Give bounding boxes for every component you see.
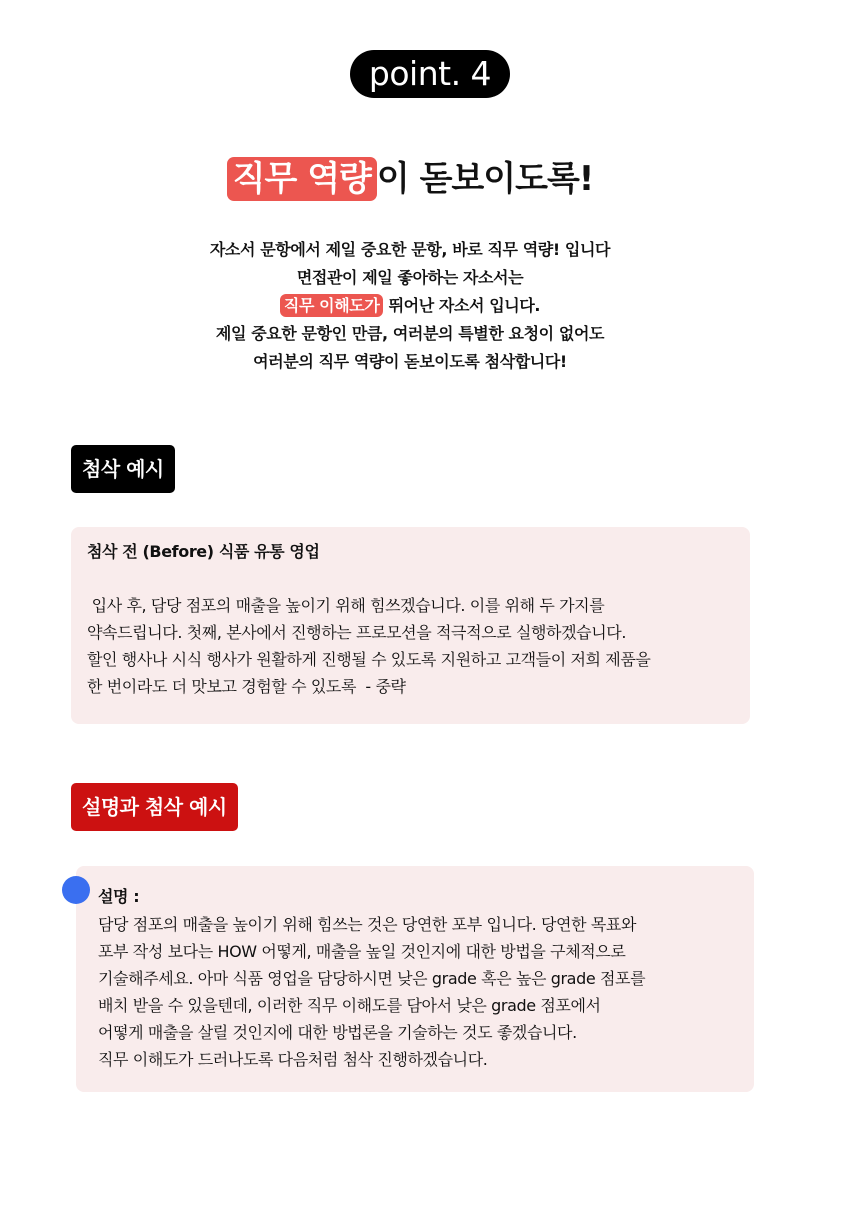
intro-line: 제일 중요한 문항인 만큼, 여러분의 특별한 요청이 없어도	[215, 324, 605, 343]
point-badge: point. 4	[350, 50, 510, 98]
intro-line: 여러분의 직무 역량이 돋보이도록 첨삭합니다!	[253, 352, 567, 371]
intro-line	[0, 292, 820, 320]
body-line: 배치 받을 수 있을텐데, 이러한 직무 이해도를 담아서 낮은 grade 점포에서	[98, 996, 601, 1015]
before-example-title: 첨삭 전 (Before) 식품 유통 영업	[87, 542, 320, 561]
before-example-box	[71, 527, 750, 724]
intro-text	[0, 236, 820, 376]
explain-box	[76, 866, 754, 1092]
body-line: 담당 점포의 매출을 높이기 위해 힘쓰는 것은 당연한 포부 입니다. 당연한 목표와	[98, 915, 637, 934]
intro-line: 면접관이 제일 좋아하는 자소서는	[296, 268, 524, 287]
intro-line: 자소서 문항에서 제일 중요한 문항, 바로 직무 역량! 입니다	[209, 240, 611, 259]
body-line: 할인 행사나 시식 행사가 원활하게 진행될 수 있도록 지원하고 고객들이 저희 제품을	[87, 650, 651, 669]
intro-line-rest: 뛰어난 자소서 입니다.	[383, 296, 541, 315]
page-headline	[0, 150, 820, 208]
explain-tag: 설명과 첨삭 예시	[71, 783, 238, 831]
intro-highlight: 직무 이해도가	[280, 294, 384, 317]
body-line: 포부 작성 보다는 HOW 어떻게, 매출을 높일 것인지에 대한 방법을 구체적으로	[98, 942, 626, 961]
body-line: 어떻게 매출을 살릴 것인지에 대한 방법론을 기술하는 것도 좋겠습니다.	[98, 1023, 577, 1042]
body-line: 한 번이라도 더 맛보고 경험할 수 있도록 - 중략	[87, 677, 406, 696]
example-tag: 첨삭 예시	[71, 445, 175, 493]
explain-body	[98, 911, 645, 1073]
headline-highlight: 직무 역량	[227, 157, 377, 201]
body-line: 직무 이해도가 드러나도록 다음처럼 첨삭 진행하겠습니다.	[98, 1050, 488, 1069]
body-line: 기술해주세요. 아마 식품 영업을 담당하시면 낮은 grade 혹은 높은 grade 점포를	[98, 969, 646, 988]
blue-dot-icon	[62, 876, 90, 904]
body-line: 약속드립니다. 첫째, 본사에서 진행하는 프로모션을 적극적으로 실행하겠습니다.	[87, 623, 627, 642]
before-example-body	[87, 592, 650, 700]
body-line: 입사 후, 담당 점포의 매출을 높이기 위해 힘쓰겠습니다. 이를 위해 두 가지를	[87, 596, 605, 615]
explain-title: 설명 :	[98, 887, 140, 906]
headline-rest: 이 돋보이도록!	[376, 159, 594, 199]
